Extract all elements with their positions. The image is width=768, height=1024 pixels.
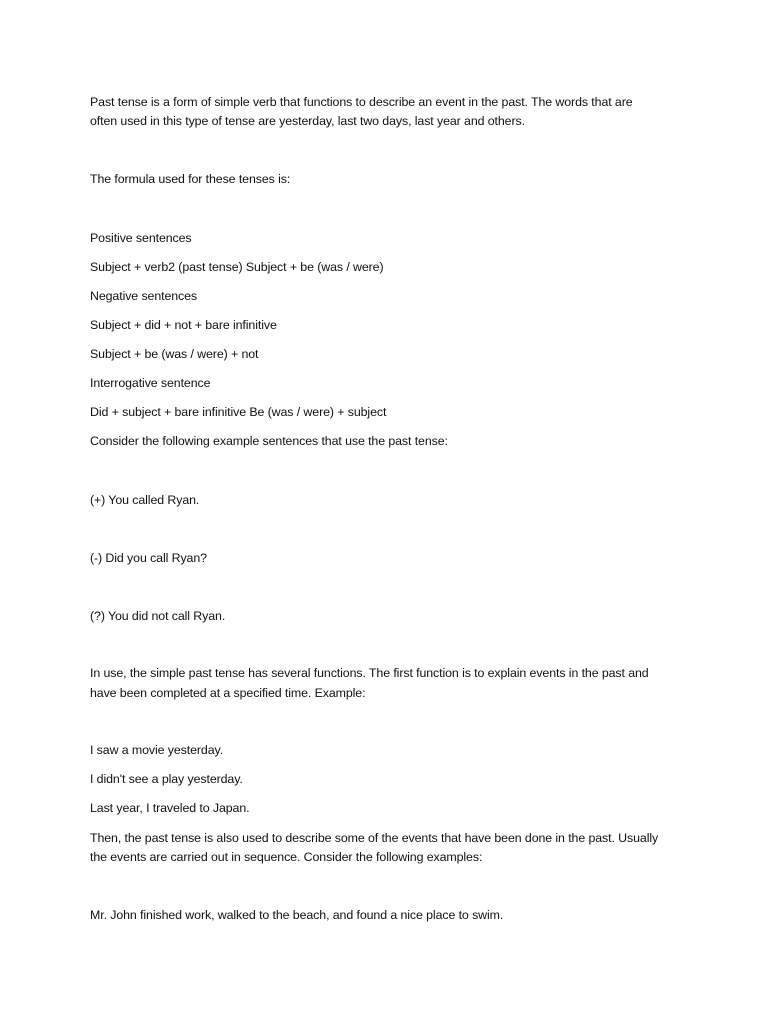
function1-example-3: Last year, I traveled to Japan. — [90, 801, 250, 815]
negative-formula-1: Subject + did + not + bare infinitive — [90, 318, 277, 332]
function2-example-1: Mr. John finished work, walked to the beach, and found a nice place to swim. — [90, 908, 504, 922]
function1-example-2: I didn't see a play yesterday. — [90, 772, 243, 786]
interrogative-formula: Did + subject + bare infinitive Be (was / were) + subject — [90, 405, 387, 419]
interrogative-heading: Interrogative sentence — [90, 376, 211, 390]
intro-paragraph-line-1: Past tense is a form of simple verb that functions to describe an event in the past. The words that are — [90, 95, 633, 109]
example-question: (?) You did not call Ryan. — [90, 609, 226, 623]
example-positive: (+) You called Ryan. — [90, 493, 200, 507]
negative-formula-2: Subject + be (was / were) + not — [90, 347, 259, 361]
function1-example-1: I saw a movie yesterday. — [90, 743, 224, 757]
function2-paragraph-line-1: Then, the past tense is also used to describe some of the events that have been done in the past. Usually — [90, 831, 659, 845]
function2-paragraph-line-2: the events are carried out in sequence. Consider the following examples: — [90, 850, 483, 864]
intro-paragraph-line-2: often used in this type of tense are yesterday, last two days, last year and others. — [90, 114, 525, 128]
negative-heading: Negative sentences — [90, 289, 198, 303]
positive-formula: Subject + verb2 (past tense) Subject + be (was / were) — [90, 260, 384, 274]
formula-intro: The formula used for these tenses is: — [90, 172, 291, 186]
examples-intro: Consider the following example sentences that use the past tense: — [90, 434, 448, 448]
function1-paragraph-line-1: In use, the simple past tense has several functions. The first function is to explain events in the past and — [90, 666, 649, 680]
positive-heading: Positive sentences — [90, 231, 192, 245]
example-negative: (-) Did you call Ryan? — [90, 551, 207, 565]
function1-paragraph-line-2: have been completed at a specified time. Example: — [90, 686, 366, 700]
